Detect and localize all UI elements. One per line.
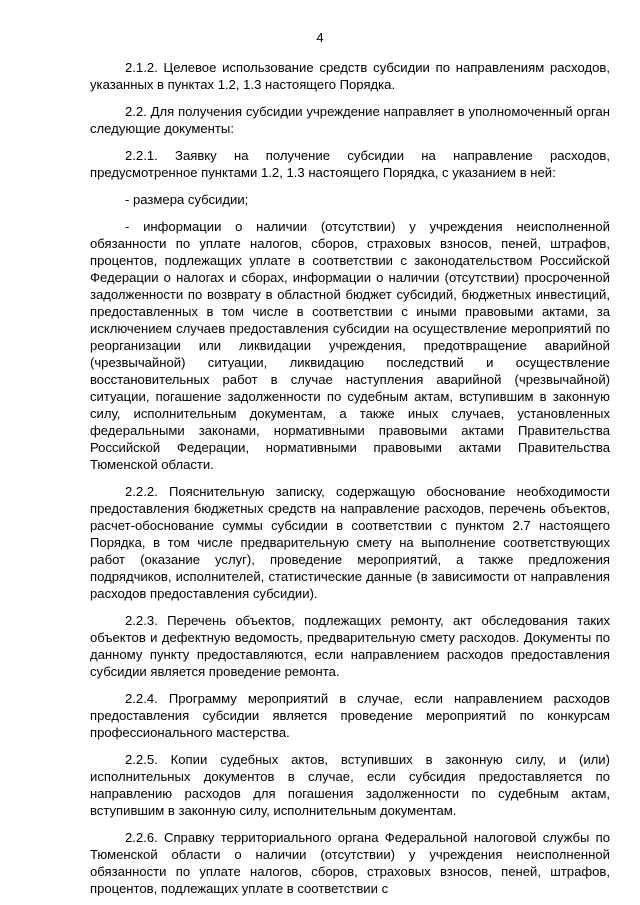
document-body [90,59,610,897]
paragraph-2-2-3: 2.2.3. Перечень объектов, подлежащих ремонту, акт обследования таких объектов и дефектную ведомость, предварительную смету расходов. Документы по данному пункту предоставляются, если направлением расходов предоставления субсидии является проведение ремонта. [90,613,610,679]
paragraph-2-1-2: 2.1.2. Целевое использование средств субсидии по направлениям расходов, указанных в пунктах 1.2, 1.3 настоящего Порядка. [90,60,610,92]
paragraph-2-2-1: 2.2.1. Заявку на получение субсидии на направление расходов, предусмотренное пунктами 1.2, 1.3 настоящего Порядка, с указанием в ней: [90,148,610,180]
list-item-subsidy-size: - размера субсидии; [125,192,249,207]
paragraph-2-2-5: 2.2.5. Копии судебных актов, вступивших в законную силу, и (или) исполнительных документов в случае, если субсидия предоставляется по направлению расходов для погашения задолженности по судебным актам, вступившим в законную силу, исполнительным документам. [90,752,610,818]
paragraph-2-2-2: 2.2.2. Пояснительную записку, содержащую обоснование необходимости предоставления бюджетных средств на направление расходов, перечень объектов, расчет-обоснование суммы субсидии в соответствии с пунктом 2.7 настоящего Порядка, в том числе предварительную смету на выполнение соответствующих работ (оказание услуг), проведение мероприятий, а также предложения подрядчиков, исполнителей, статистические данные (в зависимости от направления расходов предоставления субсидии). [90,484,610,601]
page-number: 4 [316,30,324,45]
list-item-debt-information: - информации о наличии (отсутствии) у учреждения неисполненной обязанности по уплате налогов, сборов, страховых взносов, пеней, штрафов, процентов, подлежащих уплате в соответствии с законодательством Российской Федерации о налогах и сборах, информации о наличии (отсутствии) просроченной задолженности по возврату в областной бюджет субсидий, бюджетных инвестиций, предоставленных в том числе в соответствии с иными правовыми актами, за исключением случаев предоставления субсидии на осуществление мероприятий по реорганизации или ликвидации учреждения, предотвращение аварийной (чрезвычайной) ситуации, ликвидацию последствий и осуществление восстановительных работ в случае наступления аварийной (чрезвычайной) ситуации, погашение задолженности по судебным актам, вступившим в законную силу, исполнительным документам, а также иных случаев, установленных федеральными законами, нормативными правовыми актами Правительства Российской Федерации, нормативными правовыми актами Правительства Тюменской области. [90,219,610,472]
paragraph-2-2-4: 2.2.4. Программу мероприятий в случае, если направлением расходов предоставления субсидии является проведение мероприятий по конкурсам профессионального мастерства. [90,691,610,740]
paragraph-2-2-6: 2.2.6. Справку территориального органа Федеральной налоговой службы по Тюменской области о наличии (отсутствии) у учреждения неисполненной обязанности по уплате налогов, сборов, страховых взносов, пеней, штрафов, процентов, подлежащих уплате в соответствии с [90,830,610,896]
paragraph-2-2: 2.2. Для получения субсидии учреждение направляет в уполномоченный орган следующие документы: [90,104,610,136]
